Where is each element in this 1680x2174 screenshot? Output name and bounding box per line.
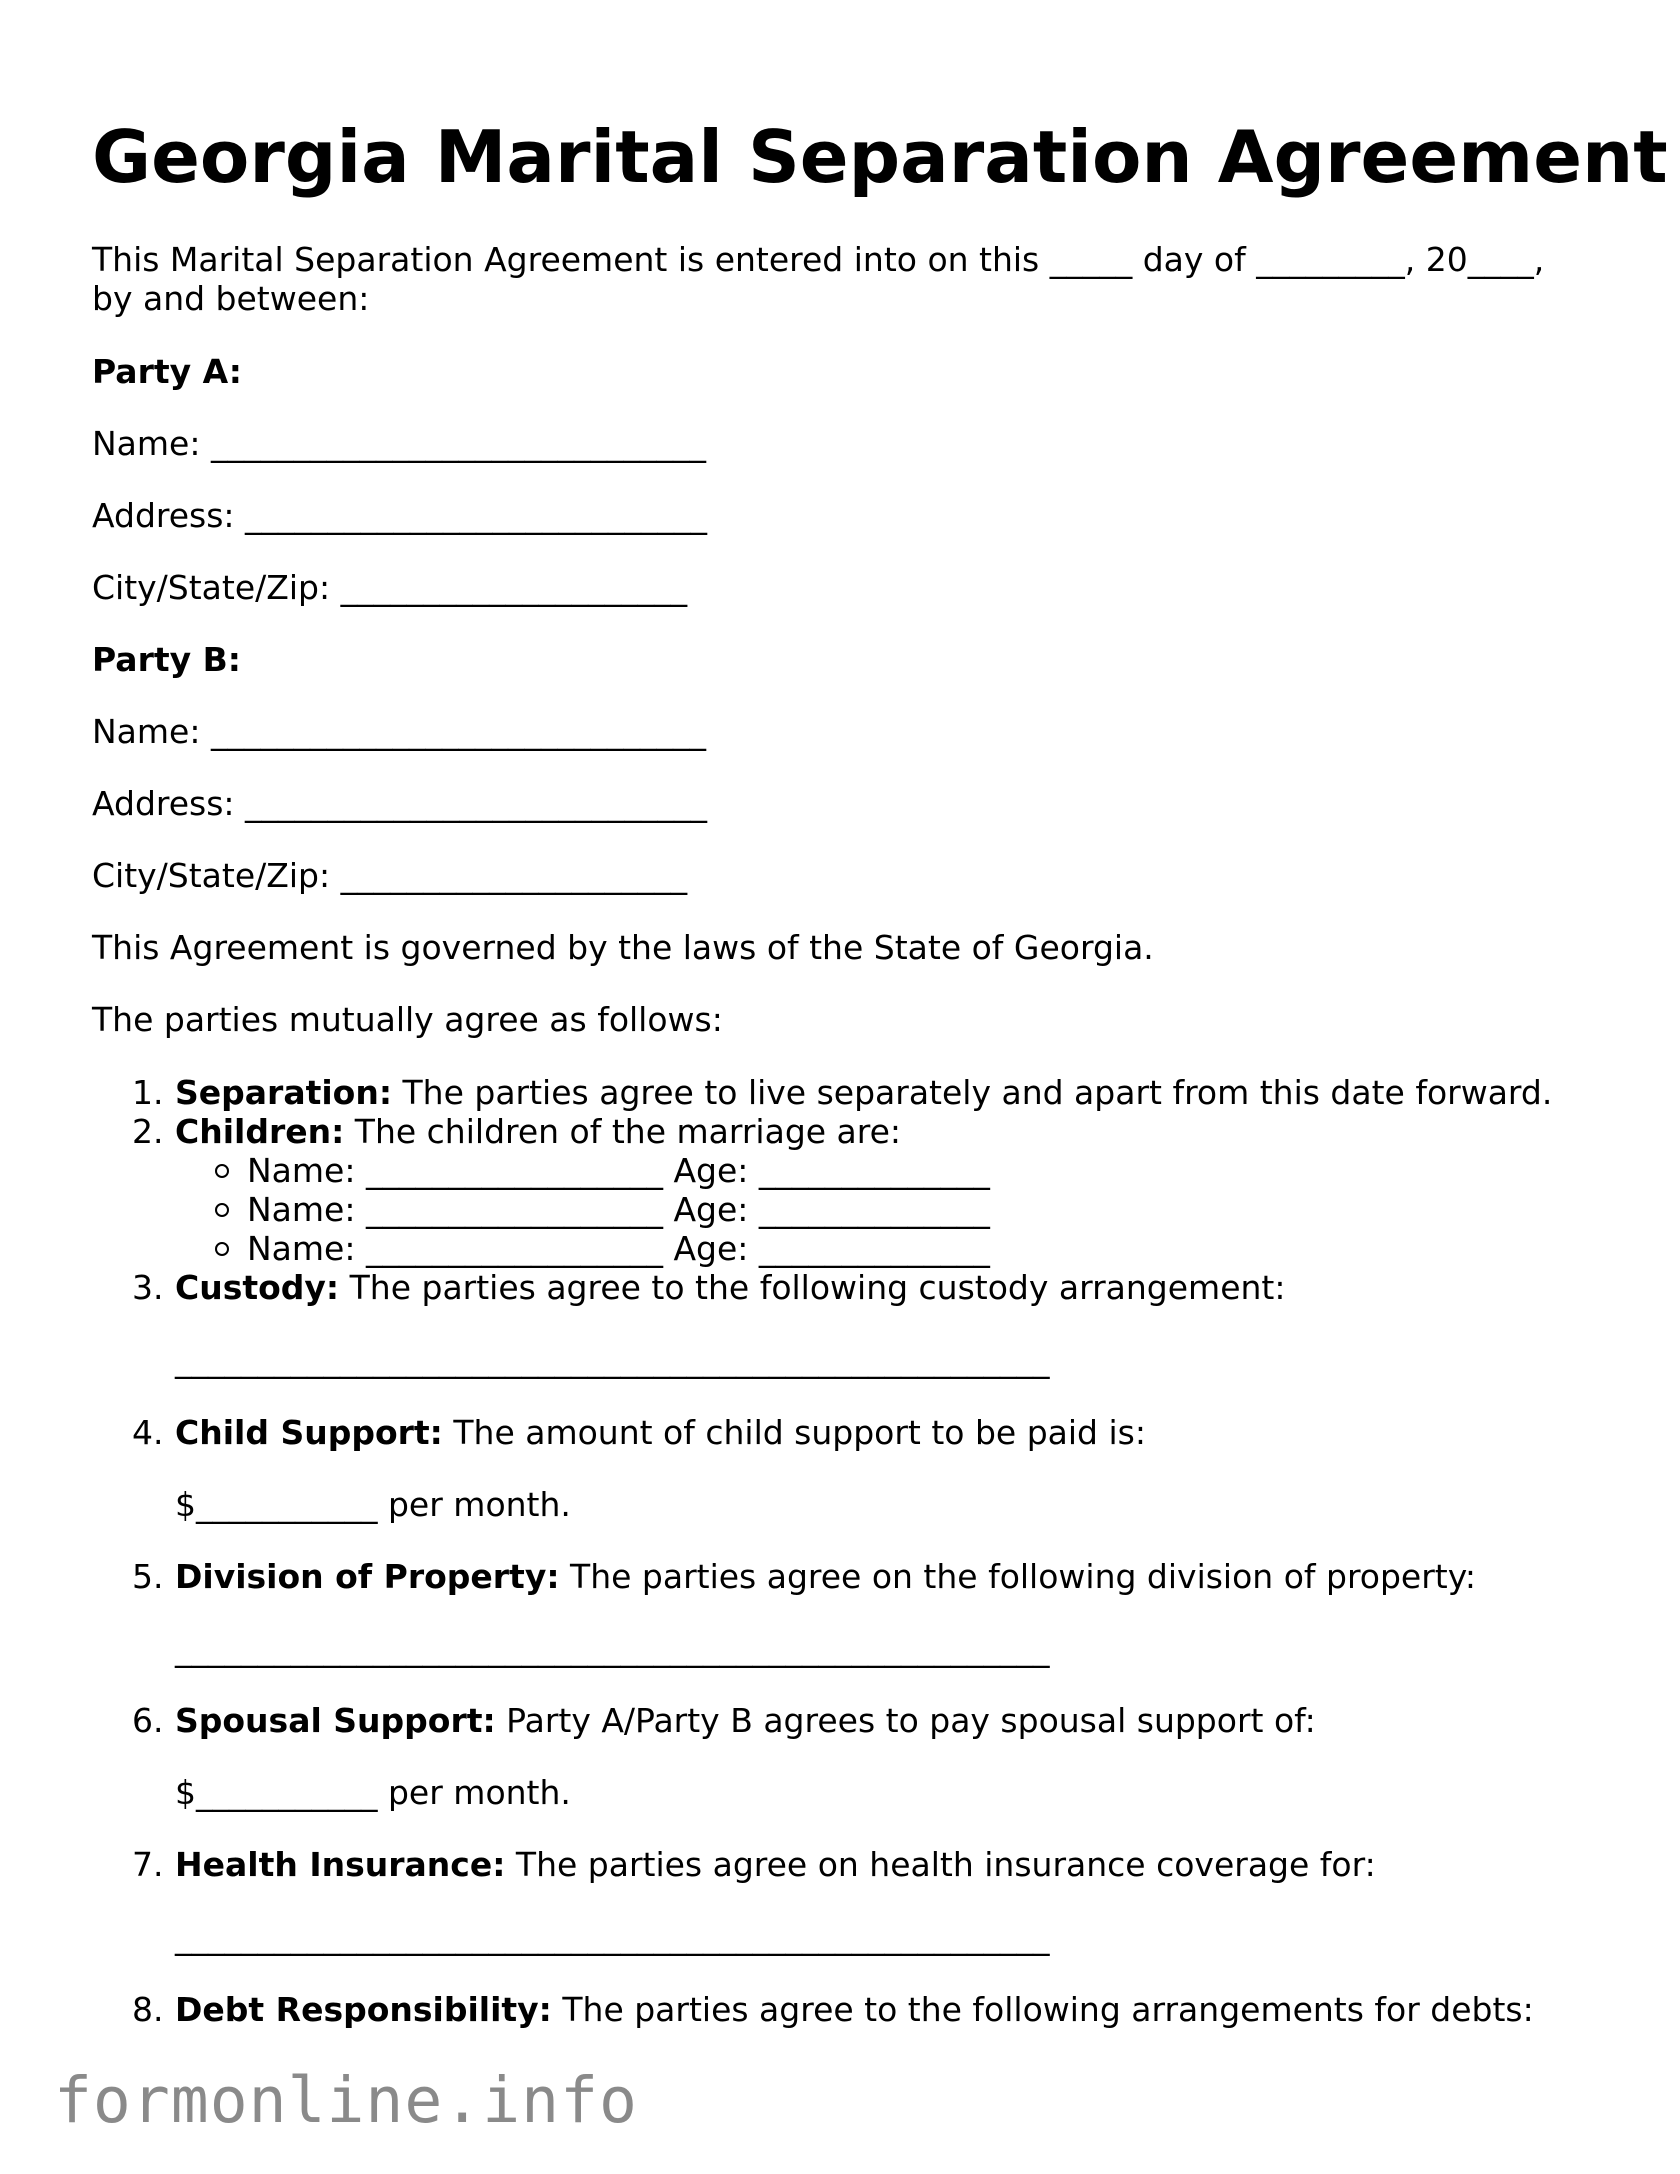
- watermark: formonline.info: [54, 2064, 638, 2137]
- item-text: The parties agree to live separately and apart from this date forward.: [392, 1073, 1553, 1112]
- item-8-number: 8.: [132, 1990, 164, 2029]
- item-child-support: [175, 1413, 1146, 1452]
- item-label: Custody:: [175, 1268, 340, 1307]
- item-children: [175, 1112, 901, 1151]
- intro-line-2: by and between:: [92, 279, 370, 318]
- item-2-number: 2.: [132, 1112, 164, 1151]
- health-insurance-blank-line[interactable]: _____________________________________________________: [175, 1917, 1050, 1956]
- party-a-city-field[interactable]: City/State/Zip: _____________________: [92, 568, 688, 607]
- item-6-number: 6.: [132, 1701, 164, 1740]
- item-label: Debt Responsibility:: [175, 1990, 552, 2029]
- item-custody: [175, 1268, 1285, 1307]
- child-entry-2[interactable]: [215, 1190, 990, 1229]
- child-entry-3[interactable]: [215, 1229, 990, 1268]
- item-7-number: 7.: [132, 1845, 164, 1884]
- custody-blank-line[interactable]: _____________________________________________________: [175, 1340, 1050, 1379]
- spousal-support-amount-field[interactable]: $___________ per month.: [175, 1773, 571, 1812]
- party-a-name-field[interactable]: Name: ______________________________: [92, 424, 706, 463]
- child-entry-1[interactable]: [215, 1151, 990, 1190]
- item-text: The parties agree to the following arrangements for debts:: [551, 1990, 1534, 2029]
- item-3-number: 3.: [132, 1268, 164, 1307]
- item-label: Children:: [175, 1112, 345, 1151]
- mutual-agreement-text: The parties mutually agree as follows:: [92, 1000, 723, 1039]
- party-b-city-field[interactable]: City/State/Zip: _____________________: [92, 856, 688, 895]
- bullet-icon: [215, 1242, 229, 1256]
- item-text: The amount of child support to be paid is:: [442, 1413, 1146, 1452]
- item-label: Spousal Support:: [175, 1701, 496, 1740]
- item-separation: [175, 1073, 1552, 1112]
- party-b-heading: Party B:: [92, 640, 241, 679]
- page-title: Georgia Marital Separation Agreement: [92, 115, 1668, 199]
- child-fields[interactable]: Name: __________________ Age: ______________: [247, 1190, 990, 1229]
- item-text: The children of the marriage are:: [344, 1112, 902, 1151]
- item-text: The parties agree on the following division of property:: [559, 1557, 1476, 1596]
- item-label: Separation:: [175, 1073, 393, 1112]
- item-4-number: 4.: [132, 1413, 164, 1452]
- bullet-icon: [215, 1203, 229, 1217]
- item-5-number: 5.: [132, 1557, 164, 1596]
- child-support-amount-field[interactable]: $___________ per month.: [175, 1485, 571, 1524]
- item-label: Child Support:: [175, 1413, 443, 1452]
- party-a-address-field[interactable]: Address: ____________________________: [92, 496, 708, 535]
- party-a-heading: Party A:: [92, 352, 242, 391]
- item-label: Health Insurance:: [175, 1845, 506, 1884]
- item-1-number: 1.: [132, 1073, 164, 1112]
- bullet-icon: [215, 1164, 229, 1178]
- item-health-insurance: [175, 1845, 1376, 1884]
- item-text: The parties agree on health insurance coverage for:: [505, 1845, 1376, 1884]
- item-text: Party A/Party B agrees to pay spousal support of:: [495, 1701, 1316, 1740]
- item-label: Division of Property:: [175, 1557, 560, 1596]
- party-b-address-field[interactable]: Address: ____________________________: [92, 784, 708, 823]
- item-spousal-support: [175, 1701, 1316, 1740]
- governing-law-text: This Agreement is governed by the laws of the State of Georgia.: [92, 928, 1154, 967]
- property-blank-line[interactable]: _____________________________________________________: [175, 1629, 1050, 1668]
- child-fields[interactable]: Name: __________________ Age: ______________: [247, 1151, 990, 1190]
- item-text: The parties agree to the following custody arrangement:: [339, 1268, 1286, 1307]
- intro-line-1: This Marital Separation Agreement is entered into on this _____ day of _________, 20____,: [92, 240, 1545, 279]
- child-fields[interactable]: Name: __________________ Age: ______________: [247, 1229, 990, 1268]
- item-division-of-property: [175, 1557, 1476, 1596]
- party-b-name-field[interactable]: Name: ______________________________: [92, 712, 706, 751]
- item-debt-responsibility: [175, 1990, 1534, 2029]
